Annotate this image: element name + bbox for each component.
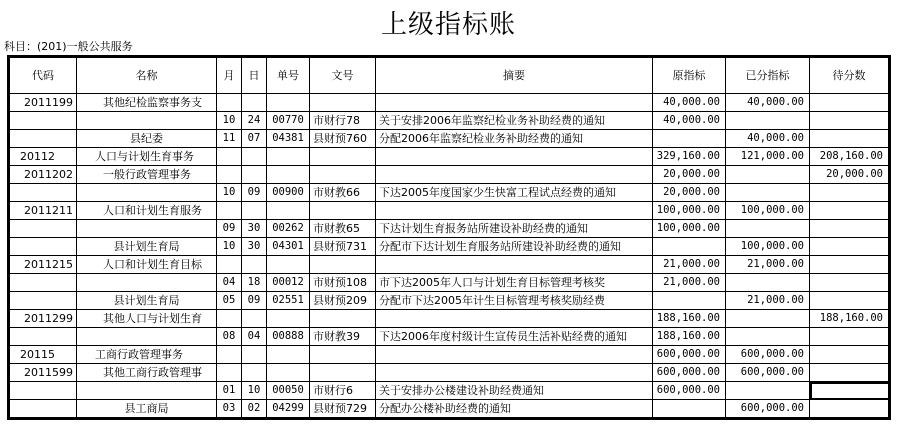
cell-doc-no[interactable]	[310, 148, 376, 166]
cell-code[interactable]: 2011202	[9, 166, 77, 184]
cell-day[interactable]: 09	[242, 292, 267, 310]
cell-doc-no[interactable]	[310, 256, 376, 274]
cell-voucher-no[interactable]: 00050	[267, 382, 310, 400]
header-allocated: 已分指标	[726, 57, 810, 94]
cell-doc-no[interactable]: 市财预108	[310, 274, 376, 292]
cell-doc-no[interactable]: 市财教66	[310, 184, 376, 202]
cell-code[interactable]	[9, 400, 77, 419]
cell-pending[interactable]: 188,160.00	[810, 310, 890, 328]
cell-summary[interactable]: 关于安排办公楼建设补助经费通知	[376, 382, 653, 400]
cell-day[interactable]	[242, 256, 267, 274]
header-doc-no: 文号	[310, 57, 376, 94]
cell-doc-no[interactable]	[310, 364, 376, 382]
cell-doc-no[interactable]	[310, 166, 376, 184]
table-row[interactable]	[9, 94, 890, 112]
cell-name[interactable]: 一般行政管理事务	[77, 166, 217, 184]
cell-pending[interactable]	[810, 274, 890, 292]
cell-doc-no[interactable]: 市财行78	[310, 112, 376, 130]
cell-allocated[interactable]	[726, 112, 810, 130]
cell-voucher-no[interactable]	[267, 148, 310, 166]
cell-summary[interactable]: 分配市下达计划生育服务站所建设补助经费的通知	[376, 238, 653, 256]
cell-allocated[interactable]	[726, 184, 810, 202]
cell-month[interactable]	[217, 148, 242, 166]
cell-month[interactable]: 10	[217, 184, 242, 202]
ledger-table	[7, 55, 891, 420]
subject-label: 科目：(201)一般公共服务	[4, 40, 133, 53]
cell-pending[interactable]	[810, 382, 890, 400]
cell-name[interactable]: 县计划生育局	[77, 292, 217, 310]
cell-month[interactable]	[217, 346, 242, 364]
cell-doc-no[interactable]	[310, 94, 376, 112]
cell-code[interactable]	[9, 130, 77, 148]
cell-month[interactable]: 05	[217, 292, 242, 310]
cell-month[interactable]: 01	[217, 382, 242, 400]
cell-pending[interactable]: 20,000.00	[810, 166, 890, 184]
cell-name[interactable]	[77, 184, 217, 202]
cell-voucher-no[interactable]: 00012	[267, 274, 310, 292]
cell-voucher-no[interactable]: 00900	[267, 184, 310, 202]
header-voucher-no: 单号	[267, 57, 310, 94]
cell-original[interactable]: 21,000.00	[653, 274, 726, 292]
cell-original[interactable]: 188,160.00	[653, 310, 726, 328]
ledger-body	[9, 94, 890, 419]
cell-month[interactable]	[217, 94, 242, 112]
cell-name[interactable]	[77, 382, 217, 400]
cell-code[interactable]	[9, 220, 77, 238]
cell-original[interactable]: 40,000.00	[653, 94, 726, 112]
cell-voucher-no[interactable]	[267, 310, 310, 328]
cell-month[interactable]: 09	[217, 220, 242, 238]
cell-code[interactable]: 2011299	[9, 310, 77, 328]
cell-original[interactable]: 600,000.00	[653, 346, 726, 364]
cell-pending[interactable]: 208,160.00	[810, 148, 890, 166]
table-row[interactable]	[9, 148, 890, 166]
cell-allocated[interactable]: 40,000.00	[726, 94, 810, 112]
table-row[interactable]	[9, 292, 890, 310]
header-month: 月	[217, 57, 242, 94]
cell-voucher-no[interactable]	[267, 256, 310, 274]
cell-summary[interactable]	[376, 364, 653, 382]
cell-original[interactable]	[653, 130, 726, 148]
cell-original[interactable]: 100,000.00	[653, 220, 726, 238]
cell-doc-no[interactable]	[310, 346, 376, 364]
cell-day[interactable]	[242, 310, 267, 328]
cell-pending[interactable]	[810, 184, 890, 202]
cell-allocated[interactable]: 100,000.00	[726, 238, 810, 256]
table-row[interactable]	[9, 256, 890, 274]
cell-day[interactable]	[242, 364, 267, 382]
cell-name[interactable]	[77, 274, 217, 292]
cell-voucher-no[interactable]: 04381	[267, 130, 310, 148]
cell-allocated[interactable]: 121,000.00	[726, 148, 810, 166]
cell-summary[interactable]: 关于安排2006年监察纪检业务补助经费的通知	[376, 112, 653, 130]
table-row[interactable]	[9, 364, 890, 382]
cell-code[interactable]	[9, 382, 77, 400]
cell-original[interactable]: 188,160.00	[653, 328, 726, 346]
cell-original[interactable]: 40,000.00	[653, 112, 726, 130]
cell-day[interactable]: 10	[242, 382, 267, 400]
cell-doc-no[interactable]: 县财预731	[310, 238, 376, 256]
cell-summary[interactable]: 下达2006年度村级计生宣传员生活补贴经费的通知	[376, 328, 653, 346]
cell-pending[interactable]	[810, 202, 890, 220]
cell-code[interactable]: 20115	[9, 346, 77, 364]
cell-day[interactable]: 24	[242, 112, 267, 130]
cell-allocated[interactable]	[726, 382, 810, 400]
cell-allocated[interactable]: 21,000.00	[726, 292, 810, 310]
cell-doc-no[interactable]: 县财预760	[310, 130, 376, 148]
cell-summary[interactable]: 下达2005年度国家少生快富工程试点经费的通知	[376, 184, 653, 202]
cell-code[interactable]: 20112	[9, 148, 77, 166]
cell-day[interactable]: 09	[242, 184, 267, 202]
cell-day[interactable]	[242, 148, 267, 166]
table-row[interactable]	[9, 166, 890, 184]
cell-code[interactable]	[9, 112, 77, 130]
cell-allocated[interactable]	[726, 220, 810, 238]
cell-voucher-no[interactable]	[267, 346, 310, 364]
page-title: 上级指标账	[380, 10, 516, 40]
cell-doc-no[interactable]: 县财预729	[310, 400, 376, 419]
table-row[interactable]	[9, 328, 890, 346]
cell-doc-no[interactable]: 市财教39	[310, 328, 376, 346]
cell-day[interactable]	[242, 346, 267, 364]
header-original: 原指标	[653, 57, 726, 94]
cell-summary[interactable]	[376, 346, 653, 364]
cell-doc-no[interactable]: 市财教65	[310, 220, 376, 238]
cell-summary[interactable]	[376, 202, 653, 220]
cell-code[interactable]: 2011215	[9, 256, 77, 274]
table-row[interactable]	[9, 220, 890, 238]
cell-allocated[interactable]: 40,000.00	[726, 130, 810, 148]
cell-allocated[interactable]	[726, 166, 810, 184]
cell-pending[interactable]	[810, 94, 890, 112]
table-row[interactable]	[9, 274, 890, 292]
cell-allocated[interactable]: 600,000.00	[726, 364, 810, 382]
cell-pending[interactable]	[810, 346, 890, 364]
cell-day[interactable]: 04	[242, 328, 267, 346]
header-code: 代码	[9, 57, 77, 94]
cell-original[interactable]: 21,000.00	[653, 256, 726, 274]
cell-original[interactable]: 20,000.00	[653, 166, 726, 184]
cell-code[interactable]: 2011599	[9, 364, 77, 382]
cell-month[interactable]: 03	[217, 400, 242, 419]
cell-code[interactable]: 2011199	[9, 94, 77, 112]
cell-name[interactable]	[77, 220, 217, 238]
table-row[interactable]	[9, 130, 890, 148]
cell-allocated[interactable]: 21,000.00	[726, 256, 810, 274]
cell-doc-no[interactable]	[310, 202, 376, 220]
cell-summary[interactable]: 下达计划生育报务站所建设补助经费的通知	[376, 220, 653, 238]
cell-name[interactable]: 人口和计划生育目标	[77, 256, 217, 274]
cell-pending[interactable]	[810, 400, 890, 419]
cell-name[interactable]	[77, 328, 217, 346]
cell-voucher-no[interactable]	[267, 166, 310, 184]
cell-allocated[interactable]	[726, 328, 810, 346]
table-row[interactable]	[9, 346, 890, 364]
cell-allocated[interactable]: 100,000.00	[726, 202, 810, 220]
cell-name[interactable]: 工商行政管理事务	[77, 346, 217, 364]
cell-voucher-no[interactable]: 04301	[267, 238, 310, 256]
cell-summary[interactable]	[376, 94, 653, 112]
cell-day[interactable]: 07	[242, 130, 267, 148]
table-row[interactable]	[9, 400, 890, 419]
cell-month[interactable]	[217, 310, 242, 328]
cell-day[interactable]	[242, 166, 267, 184]
header-row	[9, 57, 890, 94]
cell-day[interactable]	[242, 202, 267, 220]
cell-pending[interactable]	[810, 292, 890, 310]
cell-code[interactable]	[9, 184, 77, 202]
cell-summary[interactable]	[376, 148, 653, 166]
cell-voucher-no[interactable]: 04299	[267, 400, 310, 419]
cell-month[interactable]: 10	[217, 238, 242, 256]
table-row[interactable]	[9, 382, 890, 400]
cell-pending[interactable]	[810, 364, 890, 382]
cell-name[interactable]: 县计划生育局	[77, 238, 217, 256]
cell-code[interactable]	[9, 328, 77, 346]
header-name: 名称	[77, 57, 217, 94]
cell-original[interactable]	[653, 238, 726, 256]
cell-name[interactable]: 其他工商行政管理事	[77, 364, 217, 382]
cell-month[interactable]	[217, 166, 242, 184]
table-row[interactable]	[9, 310, 890, 328]
cell-original[interactable]: 20,000.00	[653, 184, 726, 202]
cell-day[interactable]	[242, 94, 267, 112]
cell-voucher-no[interactable]: 00888	[267, 328, 310, 346]
cell-pending[interactable]	[810, 238, 890, 256]
cell-day[interactable]: 18	[242, 274, 267, 292]
cell-original[interactable]	[653, 292, 726, 310]
cell-pending[interactable]	[810, 112, 890, 130]
cell-name[interactable]: 其他人口与计划生育	[77, 310, 217, 328]
cell-voucher-no[interactable]: 00770	[267, 112, 310, 130]
cell-name[interactable]	[77, 112, 217, 130]
header-summary: 摘要	[376, 57, 653, 94]
cell-day[interactable]: 30	[242, 238, 267, 256]
table-row[interactable]	[9, 238, 890, 256]
cell-pending[interactable]	[810, 328, 890, 346]
cell-month[interactable]: 04	[217, 274, 242, 292]
cell-month[interactable]: 08	[217, 328, 242, 346]
cell-summary[interactable]	[376, 166, 653, 184]
cell-month[interactable]	[217, 202, 242, 220]
table-row[interactable]	[9, 202, 890, 220]
cell-name[interactable]: 人口与计划生育事务	[77, 148, 217, 166]
cell-name[interactable]: 人口和计划生育服务	[77, 202, 217, 220]
cell-code[interactable]	[9, 274, 77, 292]
header-day: 日	[242, 57, 267, 94]
cell-summary[interactable]	[376, 256, 653, 274]
cell-code[interactable]	[9, 292, 77, 310]
cell-doc-no[interactable]	[310, 310, 376, 328]
cell-month[interactable]: 10	[217, 112, 242, 130]
cell-summary[interactable]: 分配办公楼补助经费的通知	[376, 400, 653, 419]
cell-month[interactable]	[217, 256, 242, 274]
cell-summary[interactable]: 市下达2005年人口与计划生育目标管理考核奖	[376, 274, 653, 292]
cell-voucher-no[interactable]: 02551	[267, 292, 310, 310]
cell-pending[interactable]	[810, 130, 890, 148]
cell-original[interactable]: 329,160.00	[653, 148, 726, 166]
cell-voucher-no[interactable]	[267, 202, 310, 220]
cell-pending[interactable]	[810, 220, 890, 238]
cell-doc-no[interactable]: 市财行6	[310, 382, 376, 400]
cell-code[interactable]: 2011211	[9, 202, 77, 220]
cell-original[interactable]	[653, 400, 726, 419]
cell-allocated[interactable]: 600,000.00	[726, 400, 810, 419]
cell-allocated[interactable]	[726, 310, 810, 328]
cell-month[interactable]: 11	[217, 130, 242, 148]
cell-original[interactable]: 600,000.00	[653, 382, 726, 400]
cell-day[interactable]: 02	[242, 400, 267, 419]
cell-summary[interactable]: 分配2006年监察纪检业务补助经费的通知	[376, 130, 653, 148]
cell-allocated[interactable]	[726, 274, 810, 292]
cell-summary[interactable]	[376, 310, 653, 328]
table-row[interactable]	[9, 112, 890, 130]
cell-name[interactable]: 县工商局	[77, 400, 217, 419]
cell-day[interactable]: 30	[242, 220, 267, 238]
cell-doc-no[interactable]: 县财预209	[310, 292, 376, 310]
cell-allocated[interactable]: 600,000.00	[726, 346, 810, 364]
cell-pending[interactable]	[810, 256, 890, 274]
cell-name[interactable]: 县纪委	[77, 130, 217, 148]
table-row[interactable]	[9, 184, 890, 202]
header-pending: 待分数	[810, 57, 890, 94]
cell-voucher-no[interactable]: 00262	[267, 220, 310, 238]
cell-month[interactable]	[217, 364, 242, 382]
cell-voucher-no[interactable]	[267, 94, 310, 112]
cell-summary[interactable]: 分配市下达2005年计生目标管理考核奖励经费	[376, 292, 653, 310]
cell-voucher-no[interactable]	[267, 364, 310, 382]
cell-code[interactable]	[9, 238, 77, 256]
cell-original[interactable]: 600,000.00	[653, 364, 726, 382]
cell-original[interactable]: 100,000.00	[653, 202, 726, 220]
cell-name[interactable]: 其他纪检监察事务支	[77, 94, 217, 112]
